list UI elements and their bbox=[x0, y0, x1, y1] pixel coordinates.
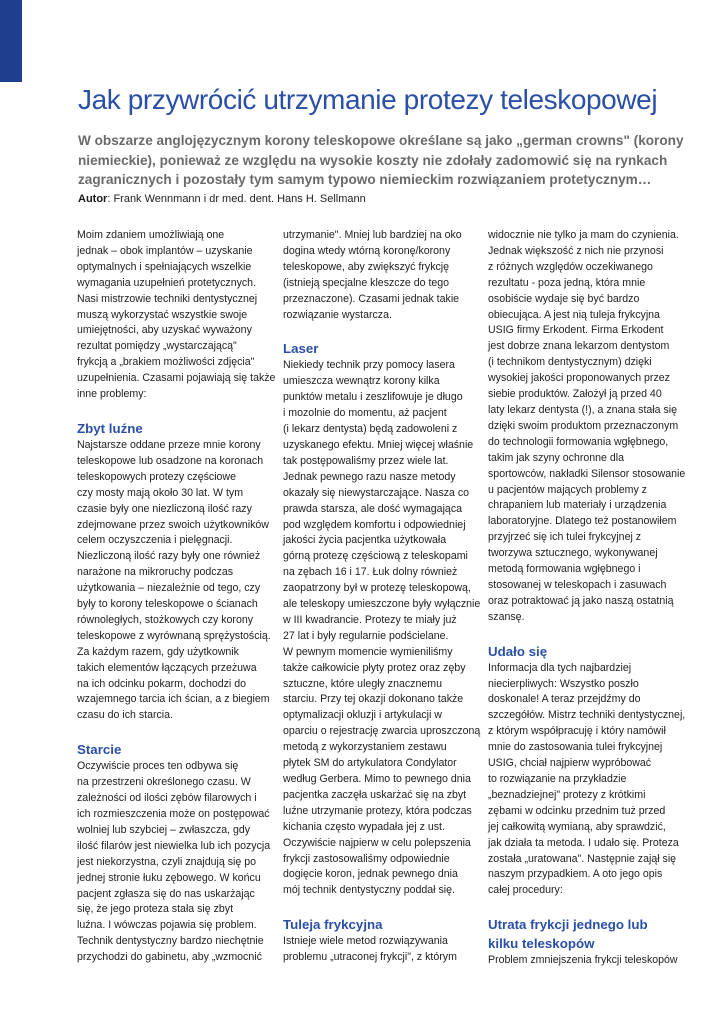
text-line: w III kwadrancie. Protezy te miały już bbox=[283, 613, 457, 626]
text-line: USIG firmy Erkodent. Firma Erkodent bbox=[488, 324, 664, 337]
text-line: Niekiedy technik przy pomocy lasera bbox=[283, 359, 455, 372]
text-line: rezultat pomiędzy „wystarczającą" bbox=[77, 340, 237, 353]
text-line: takim jak szyny ochronne dla bbox=[488, 451, 625, 464]
text-line: według Gerbera. Mimo to pewnego dnia bbox=[283, 773, 471, 785]
heading-utrata-frykcji bbox=[488, 915, 690, 953]
text-line: czasie były one niezliczoną ilość razy bbox=[77, 502, 252, 515]
text-line: wolniej lub szybciej – zwłaszcza, gdy bbox=[77, 823, 251, 836]
text-line: Za każdym razem, gdy użytkownik bbox=[77, 645, 239, 658]
text-line: dogina wtedy wtórną koronę/korony bbox=[283, 244, 451, 257]
text-line: teleskopowe z wyrównaną sprężystością. bbox=[77, 629, 271, 642]
paragraph-utrzymanie bbox=[283, 228, 485, 323]
lead-line: niemieckie), ponieważ ze względu na wysokie koszty nie zdołały zadomowić się na rynkach bbox=[78, 152, 668, 168]
text-line: przeznaczone). Czasami jednak takie bbox=[283, 292, 460, 305]
text-line: punktów metalu i zeszlifowuje je długo bbox=[283, 391, 463, 404]
article-column-3 bbox=[488, 228, 690, 969]
text-line: Istnieje wiele metod rozwiązywania bbox=[283, 935, 448, 948]
text-line: frykcją a „brakiem możliwości zdjęcia" bbox=[77, 356, 255, 369]
text-line: szczegółów. Mistrz techniki dentystycznej, bbox=[488, 709, 686, 722]
text-line: rozwiązanie wystarcza. bbox=[283, 308, 392, 321]
text-line: Oczywiście najpierw w celu polepszenia bbox=[283, 836, 471, 849]
text-line: teleskopowych protezy częściowe bbox=[77, 470, 236, 483]
text-line: (i technikom dentystycznym) dzięki bbox=[488, 356, 652, 369]
text-line: stosowanej w teleskopach i zasuwach bbox=[488, 578, 667, 591]
text-line: Informacja dla tych najbardziej bbox=[488, 661, 632, 674]
text-line: kichania często wypadała jej z ust. bbox=[283, 820, 445, 833]
text-line: na przestrzeni określonego czasu. W bbox=[77, 776, 251, 789]
text-line: problemu „utraconej frykcji", z którym bbox=[283, 951, 457, 964]
text-line: teleskopowe lub osadzone na koronach bbox=[77, 454, 264, 467]
text-line: prawda starsza, ale dość wymagająca bbox=[283, 502, 463, 515]
text-line: jakości życia pacjentka użytkowała bbox=[283, 534, 447, 547]
text-line: optymalizacji okluzji i artykulacji w bbox=[283, 709, 442, 722]
text-line: muszą wykorzystać wszystkie swoje bbox=[77, 308, 248, 321]
text-line: optymalnych i spełniających wszelkie bbox=[77, 260, 252, 273]
text-line: równoległych, stożkowych czy korony bbox=[77, 613, 254, 626]
text-line: dzięki swoim produktom przeznaczonym bbox=[488, 419, 679, 432]
paragraph-usig bbox=[488, 228, 690, 626]
text-line: oparciu o rejestrację zwarcia uproszczoną bbox=[283, 725, 481, 738]
text-line: inne problemy: bbox=[77, 388, 147, 401]
text-line: tworzywa sztucznego, wykonywanej bbox=[488, 547, 658, 560]
text-line: luźne utrzymanie protezy, która podczas bbox=[283, 804, 472, 817]
text-line: metodą z wykorzystaniem zestawu bbox=[283, 741, 447, 754]
paragraph-laser bbox=[283, 358, 485, 899]
text-line: 27 lat i były regularnie podścielane. bbox=[283, 629, 449, 642]
text-line: uzupełnienia. Czasami pojawiają się także bbox=[77, 372, 276, 385]
text-line: ich rozmieszczenia może on postępować bbox=[77, 808, 270, 820]
text-line: szansę. bbox=[488, 610, 525, 623]
text-line: pod względem komfortu i odpowiedniej bbox=[283, 518, 466, 531]
text-line: mnie do zastosowania tulei frykcyjnej bbox=[488, 741, 663, 754]
text-line: całej procedury: bbox=[488, 884, 563, 897]
author-label: Autor bbox=[78, 193, 108, 205]
text-line: obiecująca. A jest nią tuleja frykcyjna bbox=[488, 308, 660, 321]
heading-udalo-sie: Udało się bbox=[488, 643, 548, 659]
text-line: jednak – obok implantów – uzyskanie bbox=[77, 244, 253, 257]
paragraph-zbyt-luzne bbox=[77, 438, 279, 724]
paragraph-tuleja-frykcyjna bbox=[283, 934, 485, 966]
text-line: kilku teleskopów bbox=[488, 936, 595, 952]
text-line: przyjrzeć się ich tulei frykcyjnej z bbox=[488, 531, 642, 544]
text-line: mój technik dentystyczny poddał się. bbox=[283, 884, 455, 897]
text-line: laty lekarz dentysta (!), a znana stała się bbox=[488, 403, 678, 416]
text-line: zaopatrzony był w protezę teleskopową, bbox=[283, 582, 471, 595]
text-line: na ich odcinku pokarm, dochodzi do bbox=[77, 677, 247, 690]
text-line: z różnych względów oczekiwanego bbox=[488, 260, 653, 273]
text-line: Nasi mistrzowie techniki dentystycznej bbox=[77, 292, 258, 305]
text-line: ilość filarów jest niewielka lub ich pozycja bbox=[77, 839, 271, 852]
text-line: oraz potraktować ją jako naszą ostatnią bbox=[488, 594, 674, 607]
text-line: siebie produktów. Założył ją przed 40 bbox=[488, 388, 662, 401]
text-line: została „uratowana". Następnie zajął się bbox=[488, 852, 677, 865]
text-line: u pacjentów mających problemy z bbox=[488, 483, 647, 496]
text-line: przychodzi do gabinetu, aby „wzmocnić bbox=[77, 951, 262, 964]
text-line: zależności od ilości zębów filarowych i bbox=[77, 792, 257, 805]
text-line: starciu. Przy tej okazji dokonano także bbox=[283, 693, 464, 706]
text-line: Technik dentystyczny bardzo niechętnie bbox=[77, 935, 264, 948]
text-line: umiejętności, aby uzyskać wyważony bbox=[77, 324, 252, 337]
text-line: były to korony teleskopowe o ścianach bbox=[77, 598, 258, 611]
text-line: umieszcza wewnątrz korony kilka bbox=[283, 375, 440, 388]
heading-starcie: Starcie bbox=[77, 742, 122, 758]
text-line: się, że jego proteza stała się zbyt bbox=[77, 903, 234, 916]
text-line: niecierpliwych: Wszystko poszło bbox=[488, 677, 639, 690]
text-line: także całkowicie płyty protez oraz zęby bbox=[283, 661, 466, 674]
text-line: „beznadziejnej" protezy z krótkimi bbox=[488, 788, 646, 801]
text-line: jest dobrze znana lekarzom dentystom bbox=[488, 340, 670, 353]
text-line: uzyskanego efektu. Mniej więcej właśnie bbox=[283, 438, 474, 451]
paragraph-intro bbox=[77, 228, 279, 403]
text-line: teleskopowe, aby zwiększyć frykcję bbox=[283, 260, 450, 273]
text-line: okazały się niewystarczające. Nasza co bbox=[283, 486, 470, 499]
text-line: widocznie nie tylko ja mam do czynienia. bbox=[488, 229, 679, 241]
text-line: wysokiej jakości proponowanych przez bbox=[488, 372, 670, 385]
author-line bbox=[78, 193, 366, 205]
text-line: chrapaniem lub materiały i urządzenia bbox=[488, 499, 667, 512]
text-line: użytkowania – niezależnie od tego, czy bbox=[77, 582, 261, 595]
article-column-1 bbox=[77, 228, 279, 966]
text-line: sztuczne, które uległy znacznemu bbox=[283, 677, 442, 690]
text-line: jest niekorzystna, czyli znajdują się po bbox=[77, 855, 257, 868]
text-line: (istnieją specjalne kleszcze do tego bbox=[283, 276, 450, 289]
article-column-2 bbox=[283, 228, 485, 966]
text-line: górną protezę częściową z teleskopami bbox=[283, 550, 468, 563]
text-line: narażone na mikroruchy podczas bbox=[77, 566, 234, 579]
text-line: tak postępowaliśmy przez wiele lat. bbox=[283, 454, 449, 467]
text-line: jak działa ta metoda. I udało się. Proteza bbox=[488, 836, 679, 849]
text-line: z którym współpracuję i który namówił bbox=[488, 725, 666, 738]
text-line: do technologii formowania wgłębnego, bbox=[488, 435, 669, 448]
text-line: Oczywiście proces ten odbywa się bbox=[77, 760, 239, 773]
text-line: Jednak większość z nich nie przynosi bbox=[488, 244, 664, 257]
text-line: Moim zdaniem umożliwiają one bbox=[77, 229, 225, 241]
text-line: płytek SM do artykulatora Condylator bbox=[283, 757, 457, 770]
text-line: sportowców, nakładki Silensor stosowanie bbox=[488, 467, 686, 480]
text-line: Jednak pewnego razu nasze metody bbox=[283, 470, 456, 483]
text-line: osobiście wydaje się być bardzo bbox=[488, 292, 640, 305]
text-line: i mozolnie do momentu, aż pacjent bbox=[283, 407, 447, 420]
text-line: Utrata frykcji jednego lub bbox=[488, 917, 648, 933]
lead-line: zagranicznych i pozostały tym samym typowo niemieckim rozwiązaniem protetycznym… bbox=[78, 172, 652, 187]
text-line: pacjent zgłasza się do nas uskarżając bbox=[77, 887, 255, 900]
text-line: na zębach 16 i 17. Łuk dolny również bbox=[283, 566, 458, 579]
text-line: zdejmowane przez swoich użytkowników bbox=[77, 518, 269, 531]
text-line: wzajemnego tarcia ich ścian, a z biegiem bbox=[77, 693, 270, 706]
text-line: USIG, chciał najpierw wypróbować bbox=[488, 757, 652, 770]
text-line: luźna. I wówczas pojawia się problem. bbox=[77, 919, 257, 932]
text-line: utrzymanie". Mniej lub bardziej na oko bbox=[283, 229, 462, 241]
text-line: pacjentka zaczęła uskarżać się na zbyt bbox=[283, 788, 467, 801]
text-line: jej całkowitą wymianą, aby sprawdzić, bbox=[488, 820, 666, 833]
text-line: ale teleskopy umieszczone były wyłącznie bbox=[283, 598, 481, 611]
page-title: Jak przywrócić utrzymanie protezy teleskopowej bbox=[78, 84, 658, 115]
text-line: rezultatu - poza jedną, która mnie bbox=[488, 276, 646, 289]
text-line: Najstarsze oddane przeze mnie korony bbox=[77, 438, 261, 451]
text-line: celem oczyszczenia i pielęgnacji. bbox=[77, 534, 233, 547]
lead-paragraph bbox=[78, 131, 698, 190]
text-line: doskonale! A teraz przejdźmy do bbox=[488, 693, 641, 706]
author-names: : Frank Wennmann i dr med. dent. Hans H. Sellmann bbox=[107, 193, 366, 205]
text-line: metodą formowania wgłębnego i bbox=[488, 563, 641, 576]
text-line: dogięcie koron, jednak pewnego dnia bbox=[283, 868, 458, 881]
text-line: zębami w odcinku przednim tuż przed bbox=[488, 804, 666, 817]
paragraph-starcie bbox=[77, 759, 279, 966]
text-line: czasu do ich starcia. bbox=[77, 709, 173, 722]
accent-side-bar bbox=[0, 0, 22, 82]
heading-zbyt-luzne: Zbyt luźne bbox=[77, 420, 143, 436]
text-line: czy mosty mają około 30 lat. W tym bbox=[77, 486, 244, 499]
text-line: jednej stronie łuku zębowego. W końcu bbox=[77, 871, 261, 884]
text-line: W pewnym momencie wymieniliśmy bbox=[283, 645, 453, 658]
text-line: naszym przypadkiem. A oto jego opis bbox=[488, 868, 663, 881]
text-line: takich elementów łączących przeżuwa bbox=[77, 661, 257, 674]
text-line: (i lekarz dentysta) będą zadowoleni z bbox=[283, 423, 458, 436]
lead-line: W obszarze anglojęzycznym korony teleskopowe określane są jako „german crowns" (korony bbox=[78, 133, 684, 148]
paragraph-utrata-frykcji bbox=[488, 953, 690, 969]
text-line: frykcji zastosowaliśmy odpowiednie bbox=[283, 852, 450, 865]
text-line: Niezliczoną ilość razy były one również bbox=[77, 550, 261, 563]
text-line: to rozwiązanie na przykładzie bbox=[488, 773, 627, 785]
heading-laser: Laser bbox=[283, 341, 319, 357]
text-line: laboratoryjne. Dlatego też postanowiłem bbox=[488, 515, 677, 528]
heading-tuleja-frykcyjna: Tuleja frykcyjna bbox=[283, 917, 383, 933]
text-line: wymagania uzupełnień protetycznych. bbox=[77, 276, 257, 289]
text-line: Problem zmniejszenia frykcji teleskopów bbox=[488, 954, 678, 967]
paragraph-udalo-sie bbox=[488, 661, 690, 900]
